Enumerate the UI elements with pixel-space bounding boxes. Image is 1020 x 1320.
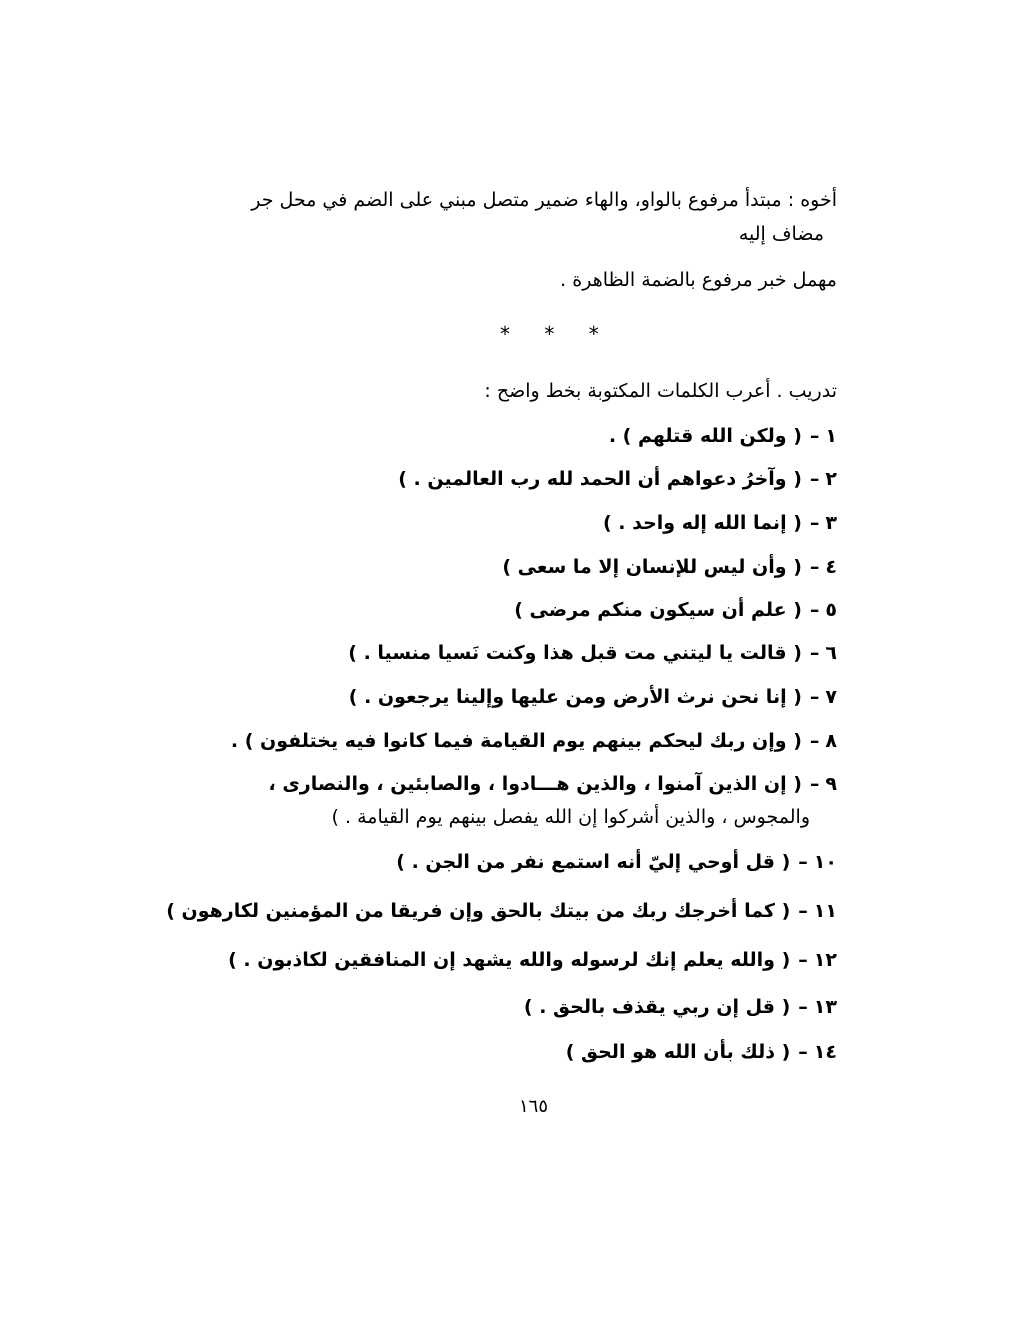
dash: – <box>809 556 820 578</box>
dash: – <box>809 773 820 795</box>
item-text: ( علم أن سيكون منكم مرضى ) <box>514 599 802 621</box>
exercise-item <box>398 465 837 493</box>
item-text: ( إن الذين آمنوا ، والذين هـــادوا ، والصابئين ، والنصارى ، <box>268 773 802 795</box>
item-text: ( قالت يا ليتني مت قبل هذا وكنت نَسيا منسيا . ) <box>348 642 802 664</box>
item-number: ١ <box>825 425 837 447</box>
item-text: ( وإن ربك ليحكم بينهم يوم القيامة فيما كانوا فيه يختلفون ) . <box>230 730 802 752</box>
dash: – <box>798 1041 808 1063</box>
dash: – <box>809 686 820 708</box>
item-text: ( إنا نحن نرث الأرض ومن عليها وإلينا يرجعون . ) <box>348 686 802 708</box>
item-text: ( إنما الله إله واحد . ) <box>603 512 802 534</box>
item-number: ٥ <box>825 599 837 621</box>
item-text: ( وآخرُ دعواهم أن الحمد لله رب العالمين . ) <box>398 468 802 490</box>
note-line-2: مضاف إليه <box>738 223 824 245</box>
exercise-item <box>603 509 837 537</box>
dash: – <box>809 468 820 490</box>
dash: – <box>798 851 808 873</box>
dash: – <box>798 996 808 1018</box>
item-number: ١٤ <box>813 1041 837 1063</box>
exercise-item <box>269 770 837 798</box>
exercise-item <box>514 596 837 624</box>
dash: – <box>809 642 820 664</box>
section-separator: * * * <box>500 322 613 346</box>
note-line-3: مهمل خبر مرفوع بالضمة الظاهرة . <box>560 269 837 291</box>
item-text: ( وأن ليس للإنسان إلا ما سعى ) <box>502 556 802 578</box>
exercise-title: تدريب . أعرب الكلمات المكتوبة بخط واضح : <box>484 380 837 402</box>
item-number: ١٣ <box>813 996 837 1018</box>
item-number: ٨ <box>825 730 837 752</box>
item-text: ( قل إن ربي يقذف بالحق . ) <box>523 996 791 1018</box>
exercise-item <box>228 946 837 974</box>
item-number: ٩ <box>825 773 837 795</box>
exercise-item <box>348 639 837 667</box>
item-number: ٣ <box>825 512 837 534</box>
exercise-item <box>502 553 837 581</box>
exercise-item <box>566 1038 837 1066</box>
exercise-item <box>609 422 837 450</box>
item-number: ١٢ <box>813 949 837 971</box>
item-text: ( والله يعلم إنك لرسوله والله يشهد إن المنافقين لكاذبون . ) <box>228 949 791 971</box>
item-number: ١٠ <box>813 851 837 873</box>
item-text: ( ذلك بأن الله هو الحق ) <box>565 1041 791 1063</box>
exercise-item <box>396 848 837 876</box>
item-number: ١١ <box>813 900 837 922</box>
item-number: ٢ <box>825 468 837 490</box>
item-text: ( كما أخرجك ربك من بيتك بالحق وإن فريقا من المؤمنين لكارهون ) <box>166 900 791 922</box>
exercise-item-continuation: والمجوس ، والذين أشركوا إن الله يفصل بينهم يوم القيامة . ) <box>331 806 810 828</box>
dash: – <box>809 425 820 447</box>
exercise-item <box>231 727 837 755</box>
exercise-item <box>524 993 837 1021</box>
note-line-1: أخوه : مبتدأ مرفوع بالواو، والهاء ضمير متصل مبني على الضم في محل جر <box>251 189 837 211</box>
dash: – <box>809 512 820 534</box>
item-number: ٦ <box>825 642 837 664</box>
dash: – <box>809 599 820 621</box>
page-number: ١٦٥ <box>519 1096 549 1117</box>
dash: – <box>798 949 808 971</box>
exercise-item <box>166 897 837 925</box>
exercise-item <box>349 683 837 711</box>
item-text: ( قل أوحي إليّ أنه استمع نفر من الجن . ) <box>396 851 791 873</box>
dash: – <box>809 730 820 752</box>
item-text: ( ولكن الله قتلهم ) . <box>608 425 802 447</box>
item-number: ٧ <box>825 686 837 708</box>
item-number: ٤ <box>825 556 837 578</box>
dash: – <box>798 900 808 922</box>
